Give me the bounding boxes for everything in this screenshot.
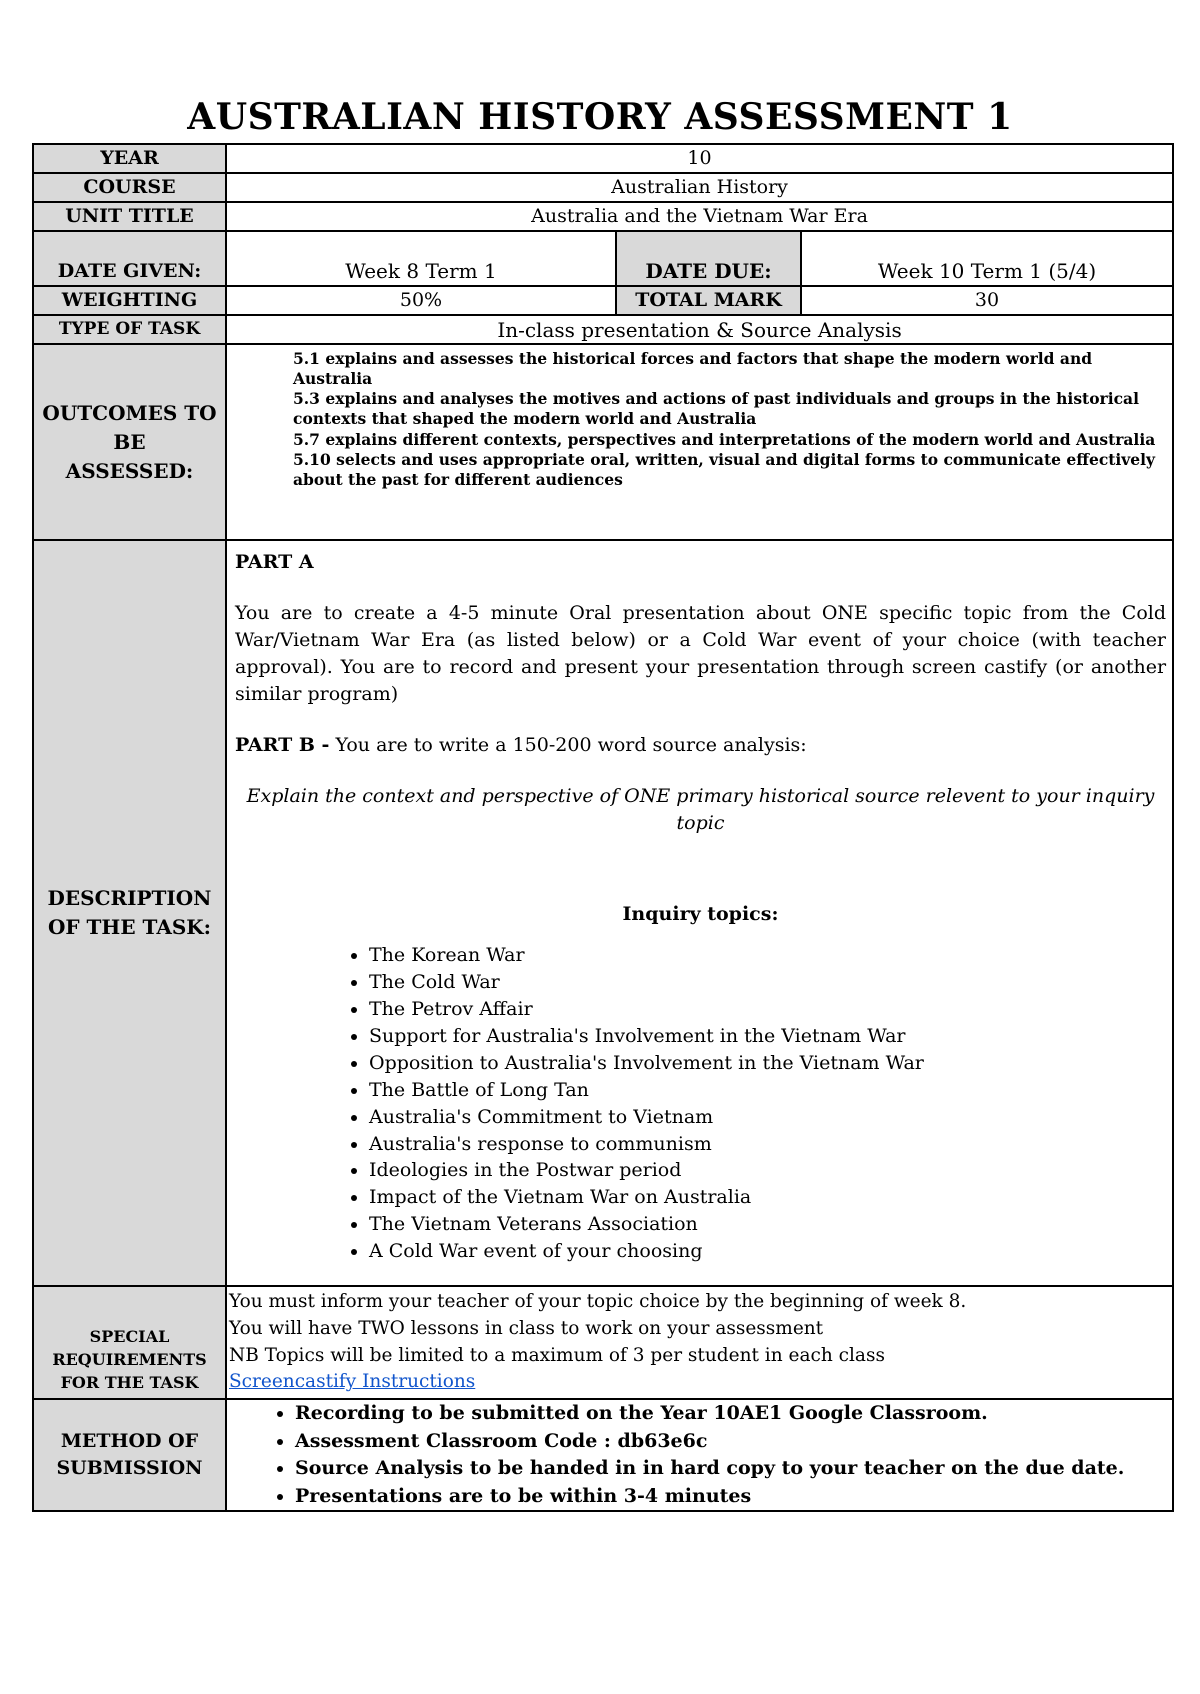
row-task-type xyxy=(33,315,1173,344)
list-item: • Ideologies in the Postwar period xyxy=(369,1157,1166,1184)
list-item: • Assessment Classroom Code : db63e6c xyxy=(295,1428,1168,1456)
year-label: YEAR xyxy=(33,144,226,173)
part-b-heading: PART B - xyxy=(235,733,330,756)
list-item: • Impact of the Vietnam War on Australia xyxy=(369,1184,1166,1211)
outcome-item: 5.7 explains different contexts, perspectives and interpretations of the modern world and Australia xyxy=(293,429,1156,449)
date-due-label: DATE DUE: xyxy=(616,231,801,286)
outcomes-label: OUTCOMES TO BE ASSESSED: xyxy=(33,344,226,540)
list-item: • Australia's Commitment to Vietnam xyxy=(369,1104,1166,1131)
method-list xyxy=(231,1400,1168,1510)
part-b-prompt: Explain the context and perspective of ONE primary historical source relevent to your inquiry topic xyxy=(246,784,1155,834)
topics-heading: Inquiry topics: xyxy=(622,902,779,925)
date-given-label: DATE GIVEN: xyxy=(33,231,226,286)
description-label: DESCRIPTION OF THE TASK: xyxy=(33,540,226,1286)
row-special xyxy=(33,1286,1173,1399)
row-course xyxy=(33,173,1173,202)
outcome-item: 5.1 explains and assesses the historical forces and factors that shape the modern world and Australia xyxy=(293,349,1093,389)
part-b-text: You are to write a 150-200 word source analysis: xyxy=(329,733,807,756)
date-due-value: Week 10 Term 1 (5/4) xyxy=(801,231,1173,286)
list-item: • Australia's response to communism xyxy=(369,1131,1166,1158)
row-outcomes xyxy=(33,344,1173,540)
year-value: 10 xyxy=(226,144,1173,173)
special-label: SPECIAL REQUIREMENTS FOR THE TASK xyxy=(33,1286,226,1399)
list-item: • The Battle of Long Tan xyxy=(369,1077,1166,1104)
special-line: You will have TWO lessons in class to work on your assessment xyxy=(229,1317,824,1339)
page-title: AUSTRALIAN HISTORY ASSESSMENT 1 xyxy=(187,96,1013,138)
assessment-table xyxy=(32,143,1174,1512)
topics-list xyxy=(235,942,1166,1266)
list-item: • Support for Australia's Involvement in the Vietnam War xyxy=(369,1023,1166,1050)
total-mark-value: 30 xyxy=(801,286,1173,315)
task-type-value: In-class presentation & Source Analysis xyxy=(226,315,1173,344)
course-label: COURSE xyxy=(33,173,226,202)
row-dates xyxy=(33,231,1173,286)
list-item: • The Petrov Affair xyxy=(369,996,1166,1023)
list-item: • Opposition to Australia's Involvement in the Vietnam War xyxy=(369,1050,1166,1077)
date-given-value: Week 8 Term 1 xyxy=(226,231,616,286)
outcomes-list xyxy=(226,344,1173,540)
description-content xyxy=(226,540,1173,1286)
part-a-text: You are to create a 4-5 minute Oral presentation about ONE specific topic from the Cold War/Vietnam War Era (as listed below) or a Cold War event of your choice (with teacher approval). You are to record and present your presentation through screen castify (or another similar program) xyxy=(235,601,1167,705)
special-line: NB Topics will be limited to a maximum of 3 per student in each class xyxy=(229,1344,885,1366)
list-item: • The Vietnam Veterans Association xyxy=(369,1211,1166,1238)
unit-value: Australia and the Vietnam War Era xyxy=(226,202,1173,231)
list-item: • Recording to be submitted on the Year 10AE1 Google Classroom. xyxy=(295,1400,1168,1428)
course-value: Australian History xyxy=(226,173,1173,202)
row-weighting xyxy=(33,286,1173,315)
row-unit xyxy=(33,202,1173,231)
method-label: METHOD OF SUBMISSION xyxy=(33,1399,226,1511)
row-description xyxy=(33,540,1173,1286)
part-b-line xyxy=(235,732,1166,759)
unit-label: UNIT TITLE xyxy=(33,202,226,231)
outcome-item: 5.10 selects and uses appropriate oral, written, visual and digital forms to communicate effectively about the past for different audiences xyxy=(293,449,1156,489)
row-year xyxy=(33,144,1173,173)
list-item: • Source Analysis to be handed in in hard copy to your teacher on the due date. xyxy=(295,1455,1168,1483)
screencastify-instructions-link[interactable]: Screencastify Instructions xyxy=(229,1371,476,1393)
task-type-label: TYPE OF TASK xyxy=(33,315,226,344)
weighting-label: WEIGHTING xyxy=(33,286,226,315)
list-item: • Presentations are to be within 3-4 minutes xyxy=(295,1483,1168,1511)
weighting-value: 50% xyxy=(226,286,616,315)
list-item: • The Cold War xyxy=(369,969,1166,996)
total-mark-label: TOTAL MARK xyxy=(616,286,801,315)
part-a-heading: PART A xyxy=(235,551,314,573)
list-item: • The Korean War xyxy=(369,942,1166,969)
special-line: You must inform your teacher of your topic choice by the beginning of week 8. xyxy=(229,1291,967,1312)
list-item: • A Cold War event of your choosing xyxy=(369,1238,1166,1265)
method-content xyxy=(226,1399,1173,1511)
special-content xyxy=(226,1286,1173,1399)
row-method xyxy=(33,1399,1173,1511)
outcome-item: 5.3 explains and analyses the motives and actions of past individuals and groups in the historical contexts that shaped the modern world and Australia xyxy=(293,389,1139,429)
